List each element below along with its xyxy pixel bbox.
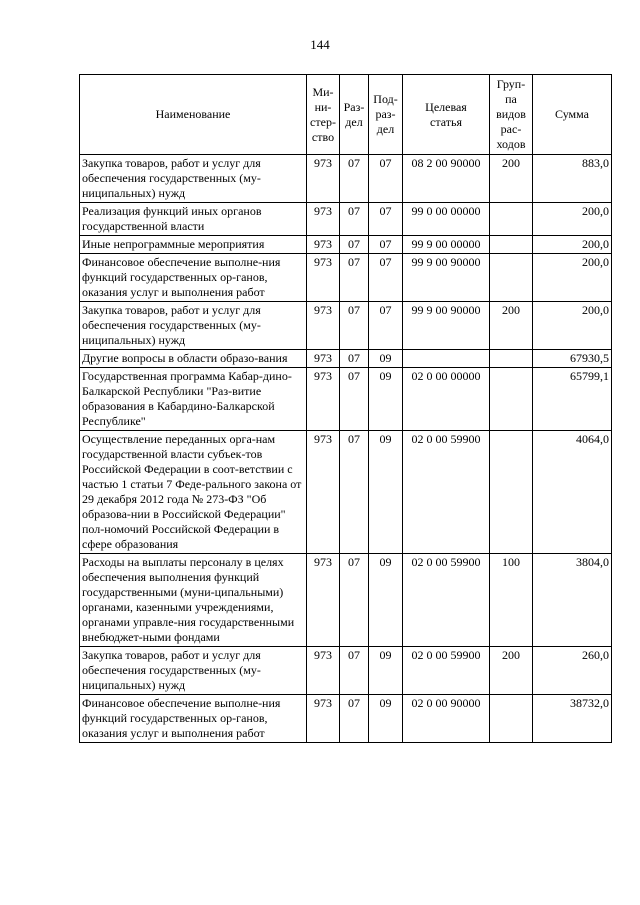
row-sum: 883,0 [533,155,612,203]
row-section: 07 [340,155,369,203]
header-section: Раз- дел [340,75,369,155]
table-row [80,695,612,743]
row-subsection: 09 [369,554,403,647]
table-row [80,203,612,236]
row-sum: 200,0 [533,254,612,302]
row-section: 07 [340,302,369,350]
row-subsection: 07 [369,302,403,350]
row-group [490,254,533,302]
row-name: Реализация функций иных органов государственной власти [80,203,307,236]
row-sum: 67930,5 [533,350,612,368]
row-target: 02 0 00 90000 [403,695,490,743]
row-ministry: 973 [307,254,340,302]
header-target: Целевая статья [403,75,490,155]
row-target: 08 2 00 90000 [403,155,490,203]
table-row [80,368,612,431]
row-ministry: 973 [307,203,340,236]
row-section: 07 [340,695,369,743]
row-section: 07 [340,236,369,254]
header-name: Наименование [80,75,307,155]
table-row [80,431,612,554]
row-section: 07 [340,203,369,236]
row-name: Закупка товаров, работ и услуг для обеспечения государственных (му-ниципальных) нужд [80,647,307,695]
row-sum: 65799,1 [533,368,612,431]
row-subsection: 07 [369,236,403,254]
row-name: Иные непрограммные мероприятия [80,236,307,254]
row-group [490,203,533,236]
row-subsection: 07 [369,254,403,302]
row-ministry: 973 [307,368,340,431]
table-row [80,236,612,254]
row-ministry: 973 [307,350,340,368]
page-number: 144 [310,37,330,52]
header-subsection: Под- раз- дел [369,75,403,155]
row-ministry: 973 [307,236,340,254]
row-subsection: 09 [369,695,403,743]
row-section: 07 [340,350,369,368]
row-sum: 4064,0 [533,431,612,554]
row-target: 02 0 00 00000 [403,368,490,431]
row-target: 02 0 00 59900 [403,554,490,647]
row-target: 99 9 00 00000 [403,236,490,254]
row-section: 07 [340,647,369,695]
row-ministry: 973 [307,695,340,743]
row-group: 200 [490,647,533,695]
row-sum: 200,0 [533,302,612,350]
row-group: 200 [490,155,533,203]
row-ministry: 973 [307,554,340,647]
row-group: 200 [490,302,533,350]
row-target: 02 0 00 59900 [403,647,490,695]
row-subsection: 09 [369,368,403,431]
row-sum: 38732,0 [533,695,612,743]
row-ministry: 973 [307,302,340,350]
row-section: 07 [340,254,369,302]
row-group: 100 [490,554,533,647]
header-ministry: Ми- ни- стер- ство [307,75,340,155]
row-name: Финансовое обеспечение выполне-ния функций государственных ор-ганов, оказания услуг и выполнения работ [80,254,307,302]
row-name: Закупка товаров, работ и услуг для обеспечения государственных (му-ниципальных) нужд [80,155,307,203]
row-name: Закупка товаров, работ и услуг для обеспечения государственных (му-ниципальных) нужд [80,302,307,350]
row-group [490,350,533,368]
table-row [80,350,612,368]
row-name: Осуществление переданных орга-нам государственной власти субъек-тов Российской Федерации в соот-ветствии с частью 1 статьи 7 Феде-рального закона от 29 декабря 2012 года № 273-ФЗ "Об образова-нии в Российской Федерации" пол-номочий Российской Федерации в сфере образования [80,431,307,554]
row-name: Государственная программа Кабар-дино-Балкарской Республики "Раз-витие образования в Кабардино-Балкарской Республике" [80,368,307,431]
row-target [403,350,490,368]
row-sum: 3804,0 [533,554,612,647]
header-sum: Сумма [533,75,612,155]
row-target: 99 9 00 90000 [403,302,490,350]
row-group [490,695,533,743]
row-group [490,431,533,554]
row-sum: 200,0 [533,203,612,236]
table-row [80,254,612,302]
row-ministry: 973 [307,647,340,695]
header-group: Груп- па видов рас- ходов [490,75,533,155]
row-group [490,236,533,254]
row-sum: 200,0 [533,236,612,254]
row-name: Расходы на выплаты персоналу в целях обеспечения выполнения функций государственными (муни-ципальными) органами, казенными учреждениями, органами управле-ния государственными внебюджет-ными фондами [80,554,307,647]
row-group [490,368,533,431]
row-target: 02 0 00 59900 [403,431,490,554]
row-section: 07 [340,554,369,647]
row-ministry: 973 [307,155,340,203]
row-subsection: 09 [369,431,403,554]
row-ministry: 973 [307,431,340,554]
header-row [80,75,612,155]
row-subsection: 09 [369,647,403,695]
row-subsection: 07 [369,155,403,203]
row-sum: 260,0 [533,647,612,695]
row-target: 99 9 00 90000 [403,254,490,302]
row-section: 07 [340,368,369,431]
row-subsection: 07 [369,203,403,236]
row-name: Финансовое обеспечение выполне-ния функций государственных ор-ганов, оказания услуг и выполнения работ [80,695,307,743]
table-row [80,647,612,695]
table-row [80,554,612,647]
table-row [80,302,612,350]
table-row [80,155,612,203]
budget-table [79,74,612,743]
row-section: 07 [340,431,369,554]
row-target: 99 0 00 00000 [403,203,490,236]
row-name: Другие вопросы в области образо-вания [80,350,307,368]
row-subsection: 09 [369,350,403,368]
